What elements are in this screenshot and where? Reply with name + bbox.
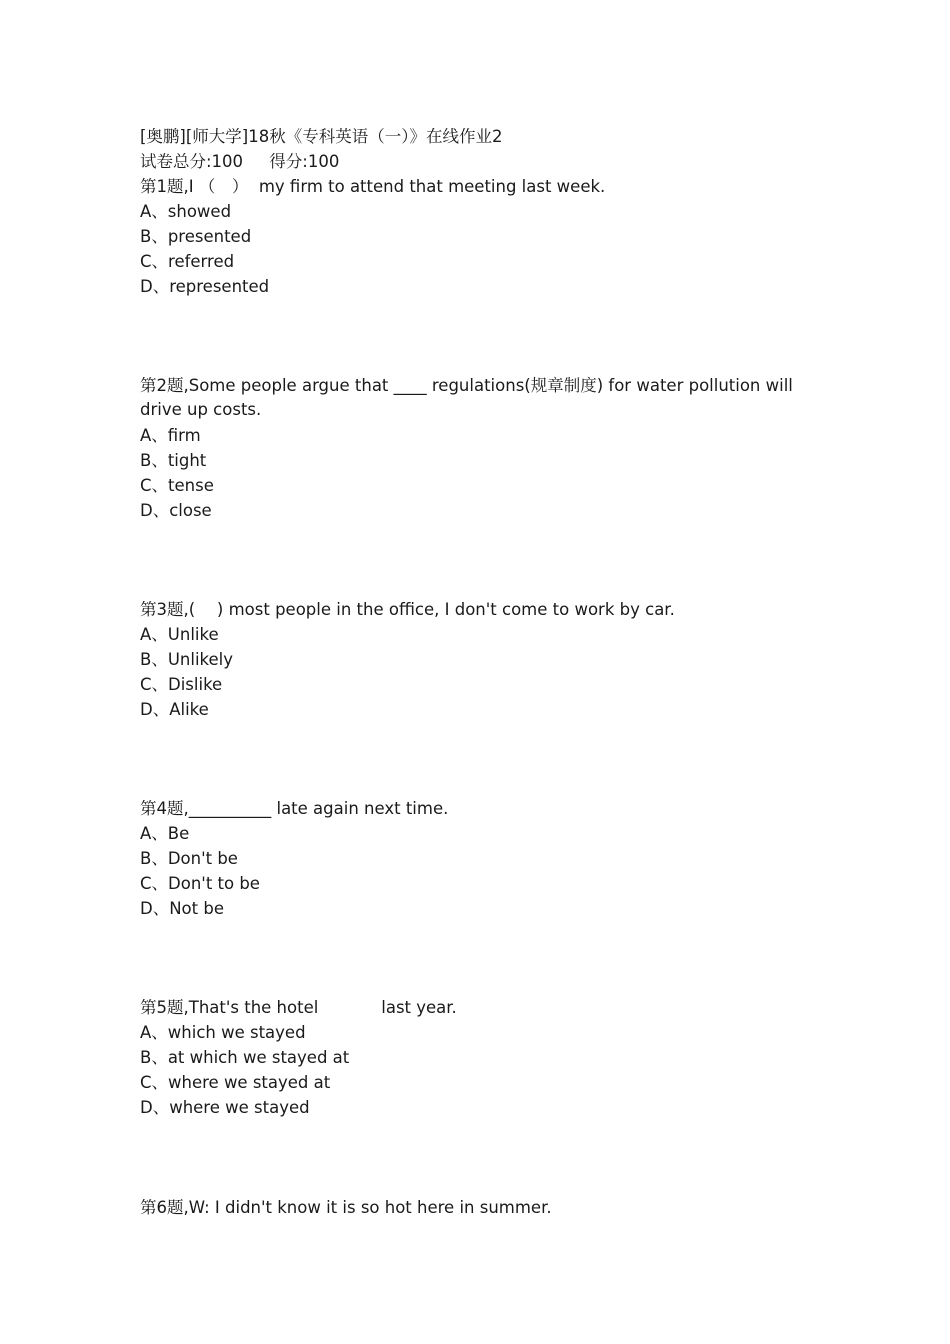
question-3-option-a: A、Unlike <box>140 625 219 644</box>
question-2-stem: 第2题,Some people argue that ____ regulations(规章制度) for water pollution will drive up costs. <box>140 376 793 419</box>
question-2-option-c: C、tense <box>140 476 214 495</box>
question-3-option-d: D、Alike <box>140 700 209 719</box>
question-2-option-b: B、tight <box>140 451 207 470</box>
question-1-option-a: A、showed <box>140 202 232 221</box>
earned-score: 得分:100 <box>269 152 340 171</box>
question-5-option-b: B、at which we stayed at <box>140 1048 350 1067</box>
question-5-option-c: C、where we stayed at <box>140 1073 331 1092</box>
question-5-stem: 第5题,That's the hotel last year. <box>140 998 457 1017</box>
total-score: 试卷总分:100 <box>140 152 244 171</box>
question-1-option-b: B、presented <box>140 227 252 246</box>
question-4-stem: 第4题,__________ late again next time. <box>140 799 449 818</box>
question-3-option-b: B、Unlikely <box>140 650 233 669</box>
question-3-stem: 第3题,( ) most people in the office, I don't come to work by car. <box>140 600 675 619</box>
question-5-option-a: A、which we stayed <box>140 1023 306 1042</box>
question-1-option-c: C、referred <box>140 252 235 271</box>
question-4-option-b: B、Don't be <box>140 849 238 868</box>
question-3-option-c: C、Dislike <box>140 675 223 694</box>
question-4-option-d: D、Not be <box>140 899 224 918</box>
question-1-stem: 第1题,I （ ） my firm to attend that meeting last week. <box>140 177 606 196</box>
question-2-option-d: D、close <box>140 501 212 520</box>
question-4-option-a: A、Be <box>140 824 190 843</box>
question-6-stem: 第6题,W: I didn't know it is so hot here in summer. <box>140 1198 552 1217</box>
document-title: [奥鹏][师大学]18秋《专科英语（一）》在线作业2 <box>140 127 503 146</box>
question-5-option-d: D、where we stayed <box>140 1098 310 1117</box>
score-summary <box>140 150 339 174</box>
question-1-option-d: D、represented <box>140 277 270 296</box>
question-2-option-a: A、firm <box>140 426 201 445</box>
question-4-option-c: C、Don't to be <box>140 874 260 893</box>
